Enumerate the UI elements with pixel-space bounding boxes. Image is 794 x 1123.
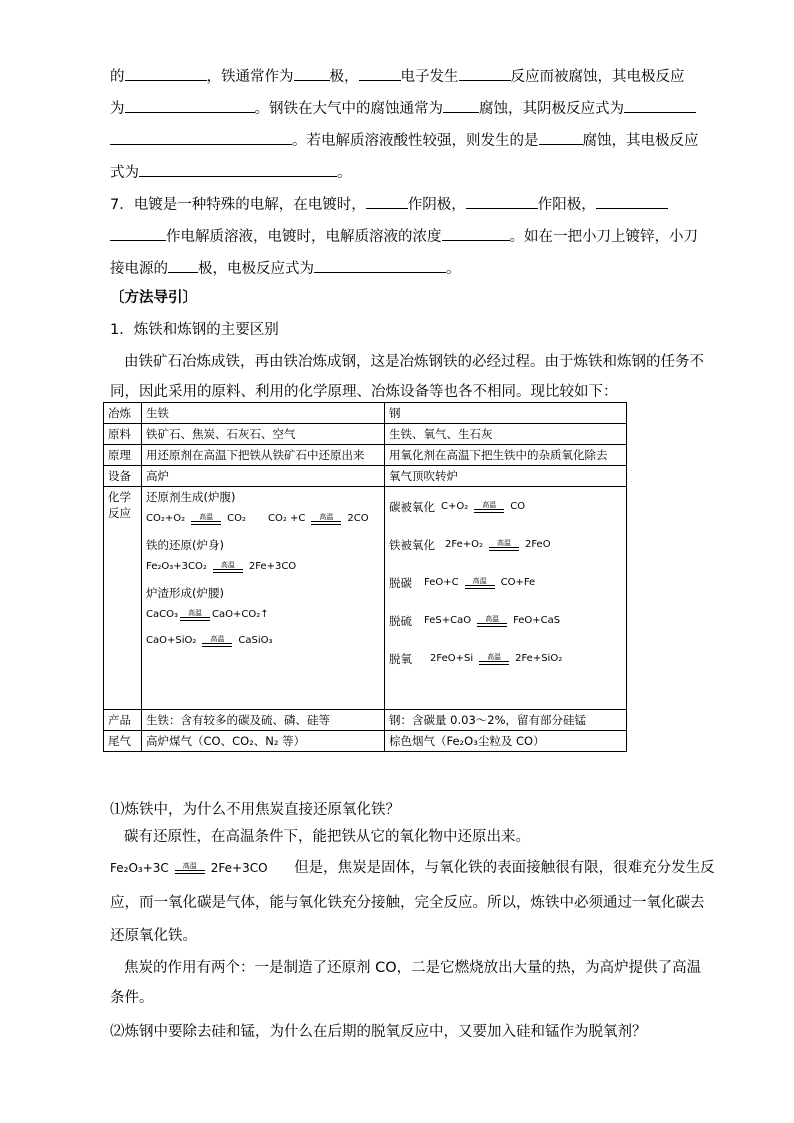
text: 。钢铁在大气中的腐蚀通常为: [254, 101, 443, 117]
blank[interactable]: [596, 194, 668, 209]
product: CO+Fe: [500, 577, 536, 588]
para7-line3: [110, 258, 461, 279]
q1-title: ⑴炼铁中，为什么不用焦炭直接还原氧化铁？: [110, 802, 400, 818]
blank[interactable]: [466, 194, 538, 209]
heading: 炉渣形成(炉腰): [146, 586, 224, 600]
reaction: [389, 613, 622, 629]
step: 脱氧: [389, 652, 412, 666]
reactant: 2Fe+O₂: [445, 539, 483, 550]
condition: [311, 513, 341, 525]
cell: 棕色烟气（Fe₂O₃尘粒及 CO）: [385, 731, 627, 752]
label: 化学: [108, 490, 131, 504]
q1-p1: 碳有还原性，在高温条件下，能把铁从它的氧化物中还原出来。: [124, 829, 530, 845]
cell: 生铁：含有较多的碳及硫、磷、硅等: [142, 710, 385, 731]
blank[interactable]: [366, 194, 408, 209]
product: CaO+CO₂↑: [211, 609, 269, 620]
text: 的: [110, 69, 125, 85]
q1-p3a: 焦炭的作用有两个：一是制造了还原剂 CO，二是它燃烧放出大量的热，为高炉提供了高温: [124, 960, 702, 976]
cell: 氧气顶吹转炉: [385, 466, 627, 487]
condition-text: 高温: [210, 635, 225, 643]
blank[interactable]: [459, 66, 511, 81]
para7-line2: [110, 226, 698, 247]
step: 脱碳: [389, 576, 412, 590]
comparison-table: [103, 402, 627, 752]
product: 2FeO: [524, 539, 551, 550]
blank[interactable]: [168, 258, 198, 273]
reactant: 2FeO+Si: [430, 653, 474, 664]
blank[interactable]: [110, 226, 166, 241]
text: 作阳极，: [537, 197, 596, 213]
text: 腐蚀，其电极反应: [582, 133, 699, 149]
cell: 原料: [104, 424, 142, 445]
para6-line4: [110, 162, 352, 183]
step: 碳被氧化: [389, 500, 435, 514]
condition-text: 高温: [482, 501, 497, 509]
cell: 钢：含碳量 0.03～2%，留有部分硅锰: [385, 710, 627, 731]
product: 2Fe+3CO: [210, 861, 268, 875]
blank[interactable]: [314, 258, 446, 273]
text: 式为: [110, 165, 139, 181]
condition-text: 高温: [472, 577, 487, 585]
reaction: [146, 607, 380, 623]
product: 2CO: [347, 513, 369, 524]
product: 2Fe+3CO: [248, 561, 297, 572]
para6-line1: [110, 66, 685, 87]
method-heading: 〔方法导引〕: [110, 290, 197, 306]
cell-iron-reactions: [142, 487, 385, 710]
intro-line1: 由铁矿石冶炼成铁，再由铁冶炼成钢，这是冶炼钢铁的必经过程。由于炼铁和炼钢的任务不: [124, 354, 704, 370]
reaction: [146, 511, 380, 527]
blank[interactable]: [139, 162, 337, 177]
condition-text: 高温: [182, 862, 197, 870]
text: 作电解质溶液，电镀时，电解质溶液的浓度: [166, 229, 442, 245]
q2-title: ⑵炼钢中要除去硅和锰，为什么在后期的脱氧反应中，又要加入硅和锰作为脱氧剂？: [110, 1024, 647, 1040]
reactant: FeS+CaO: [424, 615, 472, 626]
product: CO: [510, 501, 526, 512]
table-row-product: [104, 710, 627, 731]
condition-text: 高温: [319, 513, 334, 521]
blank[interactable]: [539, 130, 583, 145]
text: 但是，焦炭是固体，与氧化铁的表面接触很有限，很难充分发生反: [294, 860, 715, 876]
condition: [465, 577, 495, 589]
condition: [489, 539, 519, 551]
cell: 生铁: [142, 403, 385, 424]
blank[interactable]: [442, 226, 510, 241]
table-row-header: [104, 403, 627, 424]
product: FeO+CaS: [513, 615, 561, 626]
blank[interactable]: [294, 66, 330, 81]
label: 反应: [108, 506, 131, 520]
condition-text: 高温: [485, 615, 500, 623]
text: ，铁通常作为: [206, 69, 294, 85]
condition-text: 高温: [199, 513, 214, 521]
text: 电子发生: [400, 69, 459, 85]
reaction: [146, 633, 380, 649]
text: 作阴极，: [407, 197, 466, 213]
cell: 用还原剂在高温下把铁从铁矿石中还原出来: [142, 445, 385, 466]
table-row-reaction: [104, 487, 627, 710]
blank[interactable]: [624, 98, 696, 113]
table-row-tail: [104, 731, 627, 752]
reactant: FeO+C: [424, 577, 459, 588]
reactant: CO₂+O₂: [146, 513, 186, 524]
condition: [175, 862, 205, 874]
section-title: 1．炼铁和炼钢的主要区别: [110, 322, 279, 338]
text: 7．电镀是一种特殊的电解，在电镀时，: [110, 197, 366, 213]
reaction: [389, 651, 622, 667]
cell-steel-reactions: [385, 487, 627, 710]
cell: 用氧化剂在高温下把生铁中的杂质氧化除去: [385, 445, 627, 466]
condition-text: 高温: [496, 539, 511, 547]
cell: 钢: [385, 403, 627, 424]
condition-text: 高温: [220, 561, 235, 569]
condition: [191, 513, 221, 525]
q1-p2c: 还原氧化铁。: [110, 928, 197, 944]
para6-line2: [110, 98, 696, 119]
text: 。: [446, 261, 461, 277]
cell-reaction-label: [104, 487, 142, 710]
text: 。若电解质溶液酸性较强，则发生的是: [292, 133, 539, 149]
reactant: C+O₂: [441, 501, 469, 512]
blank[interactable]: [359, 66, 401, 81]
reaction: [146, 559, 380, 575]
cell: 高炉: [142, 466, 385, 487]
condition-text: 高温: [187, 609, 202, 617]
table-row-raw: [104, 424, 627, 445]
product: 2Fe+SiO₂: [515, 653, 563, 664]
reactant: CaO+SiO₂: [146, 635, 197, 646]
reactant: CaCO₃: [146, 609, 178, 620]
text: 。如在一把小刀上镀锌，小刀: [509, 229, 698, 245]
para6-line3: [110, 130, 699, 151]
product: CO₂: [227, 513, 246, 524]
cell: 原理: [104, 445, 142, 466]
cell: 生铁、氧气、生石灰: [385, 424, 627, 445]
reaction: [389, 499, 622, 515]
condition: [180, 609, 210, 621]
intro-line2: 同，因此采用的原料、利用的化学原理、冶炼设备等也各不相同。现比较如下：: [110, 384, 618, 400]
blank[interactable]: [125, 98, 255, 113]
text: 。: [337, 165, 352, 181]
q1-equation-line: [110, 858, 715, 878]
condition: [213, 561, 243, 573]
q1-p2b: 应，而一氧化碳是气体，能与氧化铁充分接触，完全反应。所以，炼铁中必须通过一氧化碳去: [110, 895, 705, 911]
text: 反应而被腐蚀，其电极反应: [510, 69, 685, 85]
table-row-equipment: [104, 466, 627, 487]
condition: [474, 501, 504, 513]
text: 接电源的: [110, 261, 168, 277]
blank[interactable]: [443, 98, 479, 113]
step: 铁被氧化: [389, 538, 435, 552]
condition: [479, 653, 509, 665]
heading: 还原剂生成(炉腹): [146, 490, 236, 504]
cell: 尾气: [104, 731, 142, 752]
heading: 铁的还原(炉身): [146, 538, 224, 552]
step: 脱硫: [389, 614, 412, 628]
condition: [202, 635, 232, 647]
reactant: Fe₂O₃+3C: [110, 861, 169, 875]
q1-p3b: 条件。: [110, 990, 154, 1006]
reactant: CO₂ +C: [268, 513, 306, 524]
text: 腐蚀，其阴极反应式为: [479, 101, 624, 117]
reactant: Fe₂O₃+3CO₂: [146, 561, 207, 572]
blank[interactable]: [110, 130, 292, 145]
blank[interactable]: [125, 66, 207, 81]
para7-line1: [110, 194, 668, 215]
text: 为: [110, 101, 125, 117]
cell: 冶炼: [104, 403, 142, 424]
cell: 铁矿石、焦炭、石灰石、空气: [142, 424, 385, 445]
table-row-principle: [104, 445, 627, 466]
condition-text: 高温: [487, 653, 502, 661]
reaction: [389, 537, 622, 553]
cell: 设备: [104, 466, 142, 487]
condition: [477, 615, 507, 627]
cell: 高炉煤气（CO、CO₂、N₂ 等）: [142, 731, 385, 752]
text: 极，电极反应式为: [198, 261, 314, 277]
reaction: [389, 575, 622, 591]
equation: [110, 858, 268, 878]
text: 极，: [329, 69, 359, 85]
cell: 产品: [104, 710, 142, 731]
product: CaSiO₃: [238, 635, 273, 646]
